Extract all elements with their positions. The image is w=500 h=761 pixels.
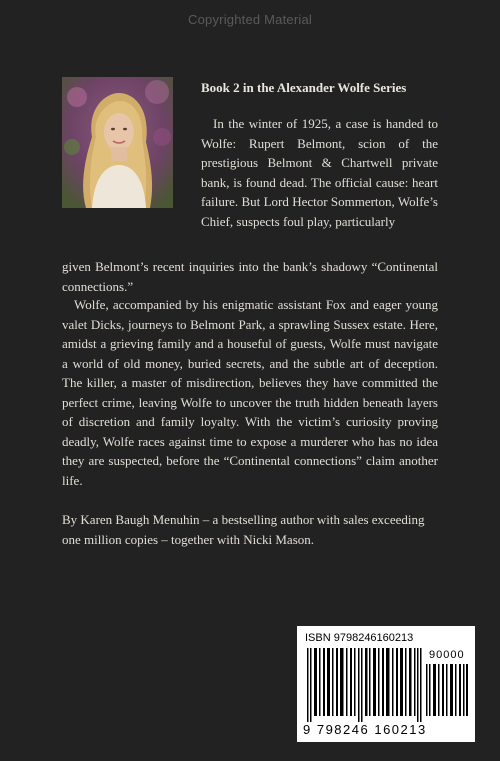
ean-barcode-bars: [305, 648, 423, 722]
copyright-watermark: Copyrighted Material: [188, 12, 312, 27]
blurb-paragraph-3: Wolfe, accompanied by his enigmatic assistant Fox and eager young valet Dicks, journeys to Belmont Park, a sprawling Sussex estate. Here, amidst a grieving family and a houseful of guests, Wolfe must navigate a world of old money, buried secrets, and the subtle art of deception. The killer, a master of misdirection, believes they have committed the perfect crime, leaving Wolfe to uncover the truth hidden beneath layers of discretion and family loyalty. With the victim’s curiosity proving deadly, Wolfe races against time to expose a murderer who has no idea they are suspected, before the “Continental connections” claim another life.: [62, 297, 438, 488]
series-title: Book 2 in the Alexander Wolfe Series: [201, 80, 407, 95]
isbn-label: ISBN 9798246160213: [305, 632, 414, 644]
price-barcode-bars: [425, 664, 469, 716]
author-portrait-image: [62, 77, 173, 208]
ean-digits: 9 798246 160213: [303, 722, 427, 737]
blurb-paragraph-2: given Belmont’s recent inquiries into the bank’s shadowy “Continental connections.”: [62, 259, 438, 294]
isbn-barcode: [297, 626, 475, 742]
author-photo: [62, 77, 173, 208]
price-code: 90000: [429, 649, 465, 661]
blurb-paragraph-1: In the winter of 1925, a case is handed to Wolfe: Rupert Belmont, scion of the prestigious Belmont & Chartwell private bank, is found dead. The official cause: heart failure. But Lord Hector Sommerton, Wolfe’s Chief, suspects foul play, particularly: [201, 116, 438, 229]
author-byline: By Karen Baugh Menuhin – a bestselling author with sales exceeding one million copies – together with Nicki Mason.: [62, 512, 425, 547]
